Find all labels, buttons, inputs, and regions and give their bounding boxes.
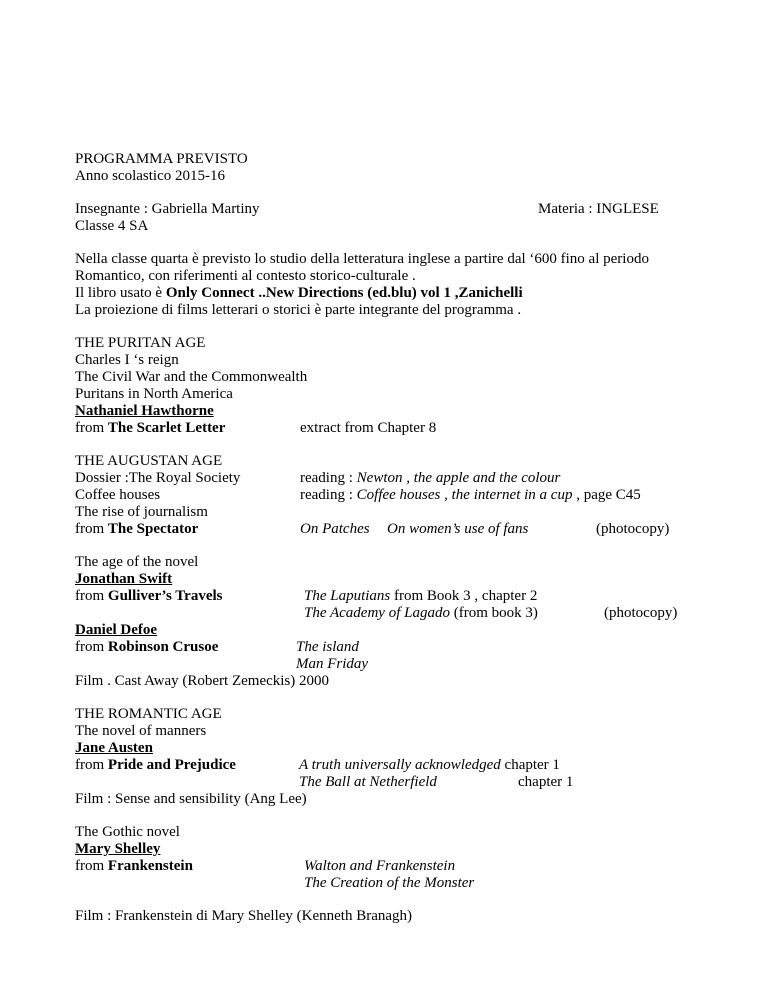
from-label: from	[75, 757, 108, 773]
author-swift: Jonathan Swift	[75, 571, 173, 587]
topic: Puritans in North America	[75, 386, 233, 402]
extract-item	[304, 874, 474, 892]
work-line	[75, 857, 193, 875]
subheading: The novel of manners	[75, 723, 207, 739]
reading-item	[300, 469, 560, 487]
work-line	[75, 419, 225, 437]
work-line	[75, 638, 218, 656]
work-title: Gulliver’s Travels	[107, 588, 223, 604]
extract-ref: from Book 3 , chapter 2	[390, 588, 538, 604]
film-line: Film . Cast Away (Robert Zemeckis) 2000	[75, 673, 330, 689]
topic: The rise of journalism	[75, 504, 208, 520]
work-line	[75, 520, 198, 538]
extract-ref: chapter 1	[518, 774, 574, 790]
topic: Charles I ‘s reign	[75, 352, 179, 368]
film-line: Film : Frankenstein di Mary Shelley (Kenneth Branagh)	[75, 908, 413, 924]
extract-item	[304, 604, 538, 622]
section-heading-romantic: THE ROMANTIC AGE	[75, 706, 222, 722]
extract-ref: (from book 3)	[449, 605, 538, 621]
section-heading-novel: The age of the novel	[75, 554, 199, 570]
extract-item: extract from Chapter 8	[300, 420, 437, 436]
subject-line: Materia : INGLESE	[538, 201, 659, 217]
extract-item	[387, 520, 528, 538]
school-year: Anno scolastico 2015-16	[75, 168, 225, 184]
work-title: Frankenstein	[107, 858, 193, 874]
extract-title: Man Friday	[296, 656, 369, 672]
extract-title: The Ball at Netherfield	[299, 774, 437, 790]
intro-line-4: La proiezione di films letterari o storici è parte integrante del programma .	[75, 302, 522, 318]
extract-title: The Laputians	[304, 588, 391, 604]
intro-line-1: Nella classe quarta è previsto lo studio della letteratura inglese a partire dal ‘600 fino al periodo	[75, 251, 649, 267]
work-title: The Scarlet Letter	[107, 420, 226, 436]
teacher-line: Insegnante : Gabriella Martiny	[75, 201, 260, 217]
section-heading-puritan: THE PURITAN AGE	[75, 335, 206, 351]
topic: Coffee houses	[75, 487, 161, 503]
section-heading-gothic: The Gothic novel	[75, 824, 180, 840]
extract-item	[299, 773, 437, 791]
section-heading-augustan: THE AUGUSTAN AGE	[75, 453, 223, 469]
author-defoe: Daniel Defoe	[75, 622, 158, 638]
textbook-prefix: Il libro usato è	[75, 285, 166, 301]
photocopy-note: (photocopy)	[596, 521, 670, 537]
from-label: from	[75, 420, 108, 436]
author-austen: Jane Austen	[75, 740, 153, 756]
extract-title: The island	[296, 639, 359, 655]
document-title: PROGRAMMA PREVISTO	[75, 151, 248, 167]
extract-ref: chapter 1	[500, 757, 560, 773]
textbook-line	[75, 284, 523, 302]
work-line	[75, 587, 223, 605]
extract-item	[304, 587, 537, 605]
reading-prefix: reading :	[300, 487, 357, 503]
extract-title: Walton and Frankenstein	[304, 858, 456, 874]
reading-page: , page C45	[572, 487, 641, 503]
reading-title: Newton , the apple and the colour	[356, 470, 561, 486]
work-line	[75, 756, 236, 774]
reading-prefix: reading :	[300, 470, 357, 486]
work-title: The Spectator	[107, 521, 199, 537]
topic: Dossier :The Royal Society	[75, 470, 241, 486]
textbook-title: Only Connect ..New Directions (ed.blu) vol 1 ,Zanichelli	[165, 285, 523, 301]
extract-title: On Patches	[300, 521, 370, 537]
author-shelley: Mary Shelley	[75, 841, 161, 857]
from-label: from	[75, 521, 108, 537]
intro-line-2: Romantico, con riferimenti al contesto storico-culturale .	[75, 268, 416, 284]
reading-item	[300, 486, 641, 504]
class-line: Classe 4 SA	[75, 218, 149, 234]
photocopy-note: (photocopy)	[604, 605, 678, 621]
from-label: from	[75, 858, 108, 874]
extract-title: The Creation of the Monster	[304, 875, 475, 891]
extract-title: A truth universally acknowledged	[299, 757, 501, 773]
extract-title: The Academy of Lagado	[304, 605, 450, 621]
from-label: from	[75, 639, 108, 655]
extract-item	[296, 638, 359, 656]
from-label: from	[75, 588, 108, 604]
extract-item	[299, 756, 560, 774]
work-title: Robinson Crusoe	[107, 639, 219, 655]
film-line: Film : Sense and sensibility (Ang Lee)	[75, 791, 307, 807]
reading-title: Coffee houses , the internet in a cup	[356, 487, 573, 503]
extract-item	[304, 857, 455, 875]
extract-title: On women’s use of fans	[387, 521, 529, 537]
extract-item	[300, 520, 370, 538]
author-hawthorne: Nathaniel Hawthorne	[75, 403, 214, 419]
extract-item	[296, 655, 368, 673]
topic: The Civil War and the Commonwealth	[75, 369, 308, 385]
work-title: Pride and Prejudice	[107, 757, 236, 773]
